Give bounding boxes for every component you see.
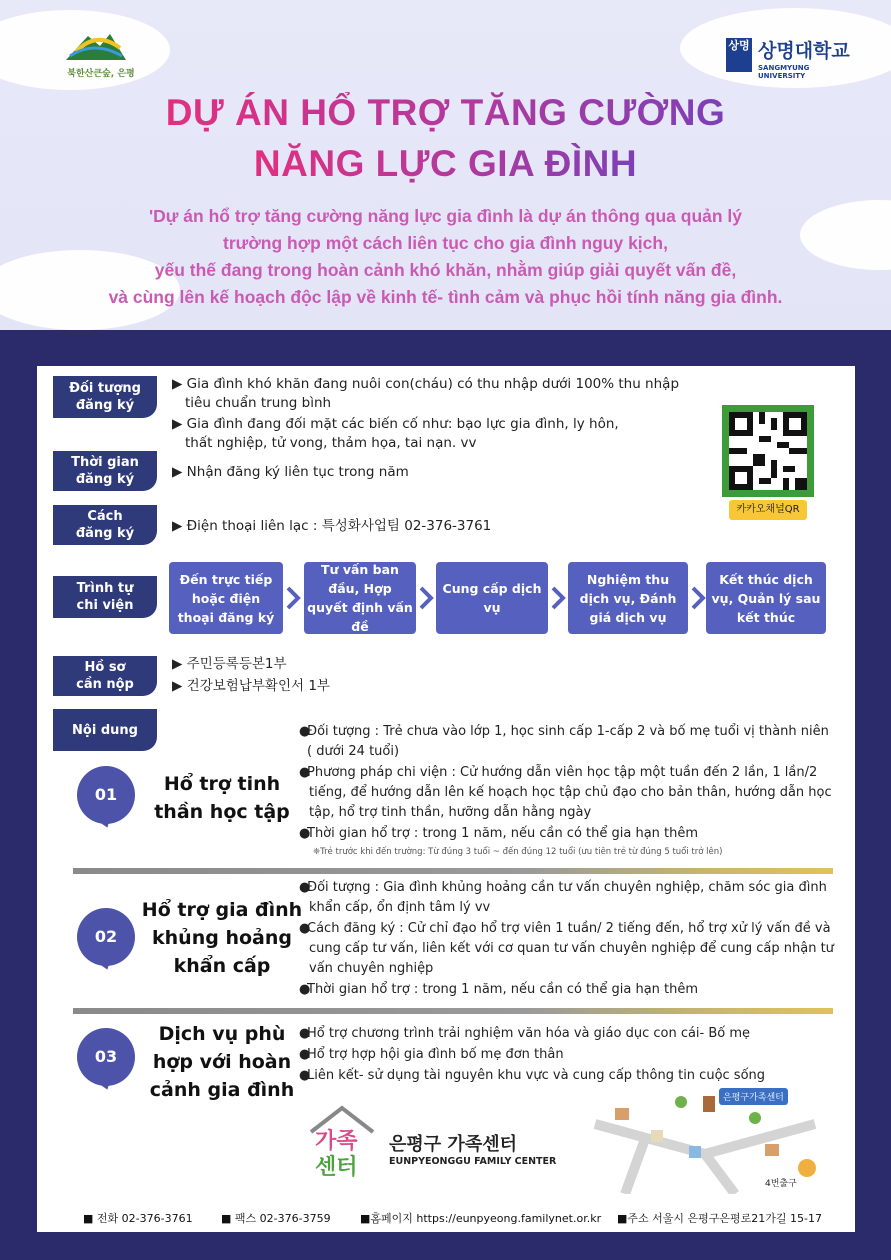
info-card xyxy=(37,366,855,1232)
chevron-right-icon xyxy=(549,586,567,610)
sangmyung-logo xyxy=(726,36,856,80)
header xyxy=(0,0,891,330)
footer-fax: ■ 팩스 02-376-3759 xyxy=(221,1212,331,1225)
footer-address: ■주소 서울시 은평구은평로21가길 15-17 xyxy=(617,1212,822,1225)
logo-top-text: 가족 xyxy=(315,1129,358,1154)
intro-line: yếu thế đang trong hoàn cảnh khó khăn, nhằm giúp giải quyết vấn đề, xyxy=(154,260,737,280)
map-center-label: 은평구가족센터 xyxy=(719,1088,788,1105)
qr-code-icon xyxy=(729,412,807,490)
intro-line: và cùng lên kế hoạch độc lập về kinh tế- tình cảm và phục hồi tính năng gia đình. xyxy=(108,287,783,307)
service-title-02: Hổ trợ gia đình khủng hoảng khẩn cấp xyxy=(141,899,303,977)
location-map xyxy=(585,1084,825,1194)
tag-process: Trình tự chi viện xyxy=(53,576,157,618)
service-01-bullet-cont: tiếng, để hướng dẫn lên kế hoạch học tập chủ đạo cho bản thân, hướng dẫn học xyxy=(309,785,832,800)
target-line: thất nghiệp, tử vong, thảm họa, tai nạn. vv xyxy=(185,435,477,451)
service-01-bullet-cont: ( dưới 24 tuổi) xyxy=(307,744,400,759)
logo-left-text: 북한산큰숲, 은평 xyxy=(67,69,135,79)
target-line: tiêu chuẩn trung bình xyxy=(185,395,332,411)
logo-right-mark: 상명 xyxy=(726,38,752,72)
service-02-bullet: ●Cách đăng ký : Cử chỉ đạo hổ trợ viên 1 tuần/ 2 tiếng đến, hổ trợ xử lý vấn đề và xyxy=(299,921,831,936)
footer-homepage[interactable]: ■홈페이지 https://eunpyeong.familynet.or.kr xyxy=(360,1212,602,1225)
footer-phone: ■ 전화 02-376-3761 xyxy=(83,1212,193,1225)
service-02-bullet-cont: khẩn cấp, ổn định tâm lý vv xyxy=(309,900,491,915)
service-03-bullet: ●Hổ trợ hợp hội gia đình bố mẹ đơn thân xyxy=(299,1047,564,1062)
chevron-right-icon xyxy=(417,586,435,610)
center-name-kr: 은평구 가족센터 xyxy=(389,1134,517,1155)
intro-line: 'Dự án hổ trợ tăng cường năng lực gia đình là dự án thông qua quản lý xyxy=(148,206,743,226)
service-01-bullet: ●Đối tượng : Trẻ chưa vào lớp 1, học sinh cấp 1-cấp 2 và bố mẹ tuổi vị thành niên xyxy=(299,724,829,739)
method-line: ▶ Điện thoại liên lạc : 특성화사업팀 02-376-3761 xyxy=(172,518,492,534)
target-line: ▶ Gia đình khó khăn đang nuôi con(cháu) có thu nhập dưới 100% thu nhập xyxy=(172,376,680,392)
process-step-2: Tư vấn ban đầu, Hợp quyết định vấn đề xyxy=(304,562,416,634)
logo-right-en: SANGMYUNG UNIVERSITY xyxy=(758,64,810,80)
center-name-en: EUNPYEONGGU FAMILY CENTER xyxy=(389,1156,557,1167)
logo-right-name: 상명대학교 xyxy=(758,40,850,62)
tag-content: Nội dung xyxy=(53,709,157,751)
docs-line: ▶ 건강보험납부확인서 1부 xyxy=(172,678,330,694)
service-03-bullet: ●Liên kết- sử dụng tài nguyên khu vực và cung cấp thông tin cuộc sống xyxy=(299,1068,766,1083)
map-exit-label: 4번출구 xyxy=(765,1179,797,1189)
tag-docs: Hồ sơ cần nộp xyxy=(53,656,157,696)
chevron-right-icon xyxy=(284,586,302,610)
tag-target: Đối tượng đăng ký xyxy=(53,376,157,418)
qr-label: 카카오채널QR xyxy=(729,500,807,520)
service-02-bullet: ●Thời gian hổ trợ : trong 1 năm, nếu cần có thể gia hạn thêm xyxy=(299,982,699,997)
mountain-logo-icon xyxy=(66,26,126,62)
service-title-03: Dịch vụ phù hợp với hoàn cảnh gia đình xyxy=(149,1023,295,1101)
page-title-line1: DỰ ÁN HỔ TRỢ TĂNG CƯỜNG xyxy=(165,92,726,133)
service-01-bullet-cont: tập, hổ trợ tinh thần, hưỡng dẫn hằng ngày xyxy=(309,805,592,820)
docs-line: ▶ 주민등록등본1부 xyxy=(172,656,287,672)
section-divider xyxy=(73,1008,833,1014)
process-step-1: Đến trực tiếp hoặc điện thoại đăng ký xyxy=(169,562,283,634)
process-step-3: Cung cấp dịch vụ xyxy=(436,562,548,634)
service-01-note: ❈Trẻ trước khi đến trường: Từ đúng 3 tuổi ~ đến đúng 12 tuổi (ưu tiên trẻ từ đúng 5 tuổi trở lên) xyxy=(313,847,723,857)
service-02-bullet-cont: cung cấp tư vấn, liên kết với cơ quan tư vấn chuyên nghiệp để cung cấp nhận tư xyxy=(309,941,834,956)
intro-line: trường hợp một cách liên tục cho gia đình nguy kịch, xyxy=(223,233,668,253)
chevron-right-icon xyxy=(689,586,707,610)
process-step-4: Nghiệm thu dịch vụ, Đánh giá dịch vụ xyxy=(568,562,688,634)
tag-time: Thời gian đăng ký xyxy=(53,451,157,491)
service-01-bullet: ●Phương pháp chi viện : Cử hướng dẫn viên học tập một tuần đến 2 lần, 1 lần/2 xyxy=(299,765,818,780)
service-01-bullet: ●Thời gian hổ trợ : trong 1 năm, nếu cần có thể gia hạn thêm xyxy=(299,826,699,841)
tag-method: Cách đăng ký xyxy=(53,505,157,545)
page-title-line2: NĂNG LỰC GIA ĐÌNH xyxy=(253,143,638,184)
service-03-bullet: ●Hổ trợ chương trình trải nghiệm văn hóa và giáo dục con cái- Bố mẹ xyxy=(299,1026,751,1041)
target-line: ▶ Gia đình đang đối mặt các biến cố như: bạo lực gia đình, ly hôn, xyxy=(172,416,619,432)
eunpyeong-logo xyxy=(36,22,166,84)
time-line: ▶ Nhận đăng ký liên tục trong năm xyxy=(172,464,409,480)
service-02-bullet-cont: vấn chuyên nghiệp xyxy=(309,961,434,976)
service-title-01: Hổ trợ tinh thần học tập xyxy=(154,773,290,823)
service-02-bullet: ●Đối tượng : Gia đình khủng hoảng cần tư vấn chuyên nghiệp, chăm sóc gia đình xyxy=(299,880,827,895)
section-divider xyxy=(73,868,833,874)
service-number-02: 02 xyxy=(77,908,135,966)
service-number-03: 03 xyxy=(77,1028,135,1086)
service-number-01: 01 xyxy=(77,766,135,824)
family-center-logo xyxy=(307,1104,567,1184)
logo-bottom-text: 센터 xyxy=(315,1155,358,1180)
kakao-qr-code[interactable] xyxy=(722,405,814,497)
process-step-5: Kết thúc dịch vụ, Quản lý sau kết thúc xyxy=(706,562,826,634)
